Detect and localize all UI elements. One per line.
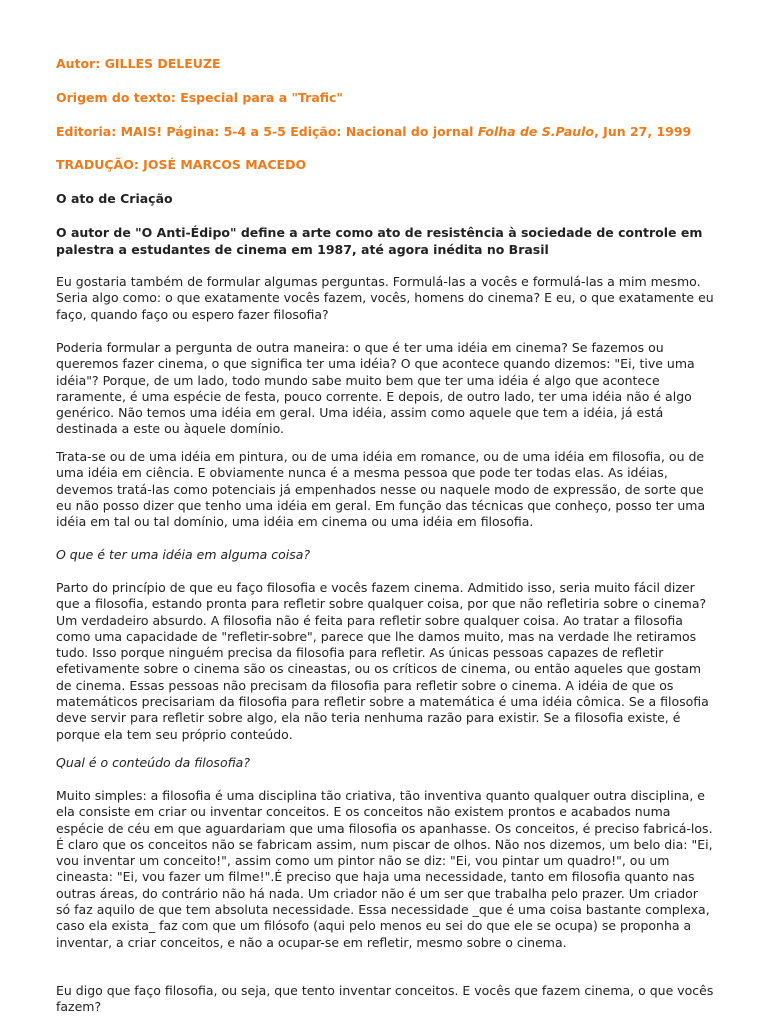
paragraph-5: Muito simples: a filosofia é uma disciplina tão criativa, tão inventiva quanto qualquer outra disciplina, e ela consiste em criar ou inventar conceitos. E os conceitos não existem prontos e acabados numa espécie de céu em que aguardariam que uma filosofia os apanhasse. Os conceitos, é preciso fabricá-los. É claro que os conceitos não se fabricam assim, num piscar de olhos. Não nos dizemos, um belo dia: "Ei, vou inventar um conceito!", assim como um pintor não se diz: "Ei, vou pintar um quadro!", ou um cineasta: "Ei, vou fazer um filme!".É preciso que haja uma necessidade, tanto em filosofia quanto nas outras áreas, do contrário não há nada. Um criador não é um ser que trabalha pelo prazer. Um criador só faz aquilo de que tem absoluta necessidade. Essa necessidade _que é uma coisa bastante complexa, caso ela exista_ faz com que um filósofo (aqui pelo menos eu sei do que ele se ocupa) se proponha a inventar, a criar conceitos, e não a ocupar-se em refletir, mesmo sobre o cinema. [56, 788, 713, 950]
editorial-suffix: , Jun 27, 1999 [594, 124, 692, 139]
author-line: Autor: GILLES DELEUZE [56, 56, 221, 71]
editorial-prefix: Editoria: MAIS! Página: 5-4 a 5-5 Edição: Nacional do jornal [56, 124, 478, 139]
editorial-line [56, 124, 691, 140]
translation-line: TRADUÇÃO: JOSÉ MARCOS MACEDO [56, 157, 307, 172]
paragraph-3: Trata-se ou de uma idéia em pintura, ou de uma idéia em romance, ou de uma idéia em filosofia, ou de uma idéia em ciência. E obviamente nunca é a mesma pessoa que pode ter todas elas. As idéias, devemos tratá-las como potenciais já empenhados nesse ou naquele modo de expressão, de sorte que eu não posso dizer que tenho uma idéia em geral. Em função das técnicas que conheço, posso ter uma idéia em tal ou tal domínio, uma idéia em cinema ou uma idéia em filosofia. [56, 449, 706, 530]
paragraph-6: Eu digo que faço filosofia, ou seja, que tento inventar conceitos. E vocês que fazem cinema, o que vocês fazem? [56, 983, 714, 1015]
question-2: Qual é o conteúdo da filosofia? [56, 755, 250, 770]
paragraph-1: Eu gostaria também de formular algumas perguntas. Formulá-las a vocês e formulá-las a mim mesmo. Seria algo como: o que exatamente vocês fazem, vocês, homens do cinema? E eu, o que exatamente eu faço, quando faço ou espero fazer filosofia? [56, 274, 714, 322]
editorial-source: Folha de S.Paulo [477, 124, 595, 139]
article-subtitle: O autor de "O Anti-Édipo" define a arte como ato de resistência à sociedade de controle em palestra a estudantes de cinema em 1987, até agora inédita no Brasil [56, 225, 703, 257]
article-title: O ato de Criação [56, 191, 173, 206]
question-1: O que é ter uma idéia em alguma coisa? [56, 547, 311, 562]
paragraph-4: Parto do princípio de que eu faço filosofia e vocês fazem cinema. Admitido isso, seria muito fácil dizer que a filosofia, estando pronta para refletir sobre qualquer coisa, por que não refletiria sobre o cinema? Um verdadeiro absurdo. A filosofia não é feita para refletir sobre qualquer coisa. Ao tratar a filosofia como uma capacidade de "refletir-sobre", parece que lhe damos muito, mas na verdade lhe retiramos tudo. Isso porque ninguém precisa da filosofia para refletir. As únicas pessoas capazes de refletir efetivamente sobre o cinema são os cineastas, ou os críticos de cinema, ou então aqueles que gostam de cinema. Essas pessoas não precisam da filosofia para refletir sobre o cinema. A idéia de que os matemáticos precisariam da filosofia para refletir sobre a matemática é uma idéia cômica. Se a filosofia deve servir para refletir sobre algo, ela não teria nenhuma razão para existir. Se a filosofia existe, é porque ela tem seu próprio conteúdo. [56, 580, 709, 742]
paragraph-2: Poderia formular a pergunta de outra maneira: o que é ter uma idéia em cinema? Se fazemos ou queremos fazer cinema, o que significa ter uma idéia? O que acontece quando dizemos: "Ei, tive uma idéia"? Porque, de um lado, todo mundo sabe muito bem que ter uma idéia é algo que acontece raramente, é uma espécie de festa, pouco corrente. E depois, de outro lado, ter uma idéia não é algo genérico. Não temos uma idéia em geral. Uma idéia, assim como aquele que tem a idéia, já está destinada a este ou àquele domínio. [56, 340, 695, 437]
origin-line: Origem do texto: Especial para a "Trafic" [56, 90, 343, 105]
